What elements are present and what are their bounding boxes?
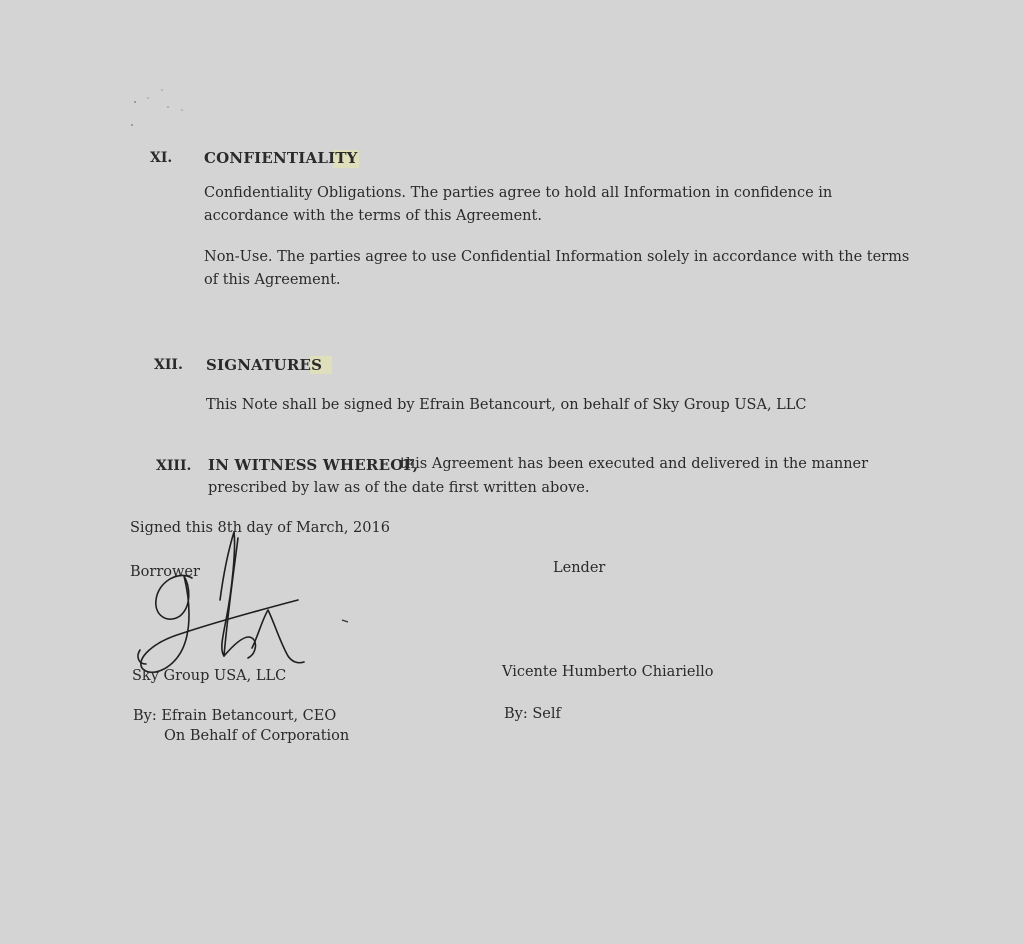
lender-name: Vicente Humberto Chiariello [502, 664, 714, 680]
section-number-xii: XII. [154, 357, 183, 373]
lender-by-line: By: Self [504, 706, 561, 722]
signed-date-line: Signed this 8th day of March, 2016 [130, 520, 390, 536]
borrower-entity: Sky Group USA, LLC [132, 668, 287, 684]
section-heading-in-witness-whereof: IN WITNESS WHEREOF, [208, 456, 419, 474]
section-heading-signatures: SIGNATURES [206, 356, 323, 374]
section-number-xiii: XIII. [156, 458, 192, 474]
lender-label: Lender [553, 560, 606, 576]
witness-text-line-2: prescribed by law as of the date first written above. [208, 480, 590, 496]
borrower-label: Borrower [130, 564, 200, 580]
confidentiality-obligations-paragraph: Confidentiality Obligations. The parties agree to hold all Information in confidence in accordance with the terms of this Agreement. [204, 185, 833, 224]
handwritten-signature [120, 530, 360, 690]
borrower-by-line: By: Efrain Betancourt, CEO [133, 708, 337, 724]
section-number-xi: XI. [150, 150, 173, 166]
witness-text-line-1: this Agreement has been executed and delivered in the manner [400, 456, 869, 472]
signatures-paragraph: This Note shall be signed by Efrain Betancourt, on behalf of Sky Group USA, LLC [206, 397, 807, 413]
section-heading-confidentiality: CONFIENTIALITY [204, 149, 358, 167]
non-use-paragraph: Non-Use. The parties agree to use Confidential Information solely in accordance with the terms of this Agreement. [204, 249, 910, 288]
scan-specks [120, 80, 200, 140]
borrower-on-behalf-line: On Behalf of Corporation [164, 728, 350, 744]
